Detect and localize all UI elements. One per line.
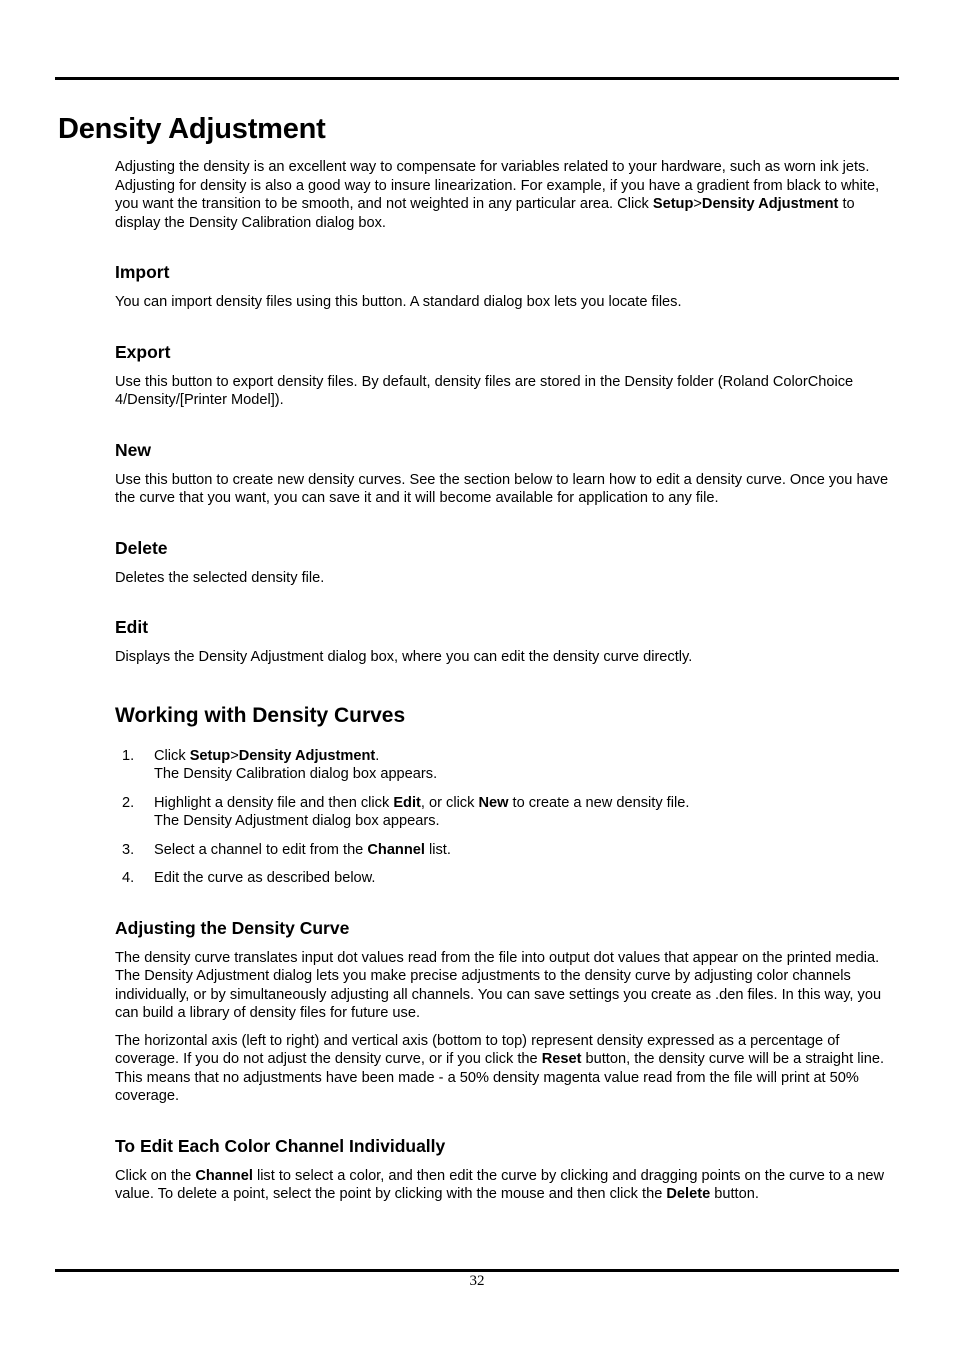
step-text: Highlight a density file and then click: [154, 794, 394, 811]
import-text: You can import density files using this button. A standard dialog box lets you locate files.: [115, 294, 682, 310]
step-number: 3.: [122, 841, 135, 858]
step-bold: Density Adjustment: [238, 747, 376, 764]
delete-button-ref: Delete: [666, 1186, 711, 1202]
step-item: [115, 747, 900, 784]
step-bold: Channel: [367, 841, 425, 858]
adjusting-text: The horizontal axis (left to right) and vertical axis (bottom to top) represent density expressed as a percentage of coverage. If you do not adjust the density curve, or if you click the: [115, 1032, 840, 1067]
step-text: list.: [424, 841, 451, 858]
individual-text: list to select a color, and then edit the curve by clicking and dragging points on the curve to a new value. To delete a point, select the point by clicking with the mouse and then click the: [115, 1167, 885, 1202]
step-number: 2.: [122, 794, 135, 811]
step-text: Select a channel to edit from the: [154, 841, 368, 858]
step-bold: New: [478, 794, 509, 811]
step-item: [115, 794, 900, 831]
export-heading: Export: [115, 341, 171, 362]
channel-list-ref: Channel: [195, 1167, 253, 1184]
step-item: [115, 869, 900, 888]
individual-paragraph: [115, 1167, 900, 1204]
new-text: Use this button to create new density curves. See the section below to learn how to edit a density curve. Once you have the curve that you want, you can save it and it will become available for application to any file.: [115, 471, 889, 506]
intro-paragraph: [115, 158, 900, 232]
adjusting-paragraph-1: The density curve translates input dot values read from the file into output dot values that appear on the printed media. The Density Adjustment dialog lets you make precise adjustments to the density curve by adjusting color channels individually, or by simultaneously adjusting all channels. You can save settings you create as .den files. In this way, you can build a library of density files for future use.: [115, 949, 882, 1021]
setup-menu-ref: Setup: [652, 196, 694, 212]
import-heading: Import: [115, 262, 170, 282]
density-adjustment-menu-ref: Density Adjustment: [701, 196, 839, 212]
step-text: >: [230, 747, 239, 764]
adjusting-paragraph-2: [115, 1032, 900, 1106]
page-number: 32: [469, 1273, 485, 1289]
individual-text: button.: [710, 1186, 759, 1202]
step-result: The Density Adjustment dialog box appears.: [154, 813, 440, 829]
step-text: , or click: [420, 794, 479, 811]
step-bold: Setup: [189, 747, 231, 764]
header-rule: [55, 77, 899, 80]
footer-rule: [55, 1269, 899, 1272]
step-text: Click: [154, 747, 190, 764]
step-number: 1.: [122, 747, 135, 764]
step-bold: Edit: [393, 794, 421, 811]
step-text: Edit the curve as described below.: [154, 870, 376, 886]
edit-text: Displays the Density Adjustment dialog box, where you can edit the density curve directly.: [115, 649, 693, 665]
delete-heading: Delete: [115, 537, 168, 558]
new-heading: New: [115, 439, 151, 460]
export-text: Use this button to export density files. By default, density files are stored in the Density folder (Roland ColorChoice 4/Density/[Printer Model]).: [115, 373, 854, 408]
adjusting-text: button, the density curve will be a straight line. This means that no adjustments have been made - a 50% density magenta value read from the file will print at 50% coverage.: [115, 1051, 885, 1104]
reset-button-ref: Reset: [541, 1051, 582, 1067]
step-text: to create a new density file.: [508, 794, 690, 811]
main-content: [115, 158, 900, 1204]
intro-text-end: to display the Density Calibration dialog box.: [115, 196, 855, 231]
individual-heading: To Edit Each Color Channel Individually: [115, 1135, 446, 1156]
steps-list: [115, 747, 900, 888]
menu-separator: >: [693, 196, 702, 212]
intro-text: Adjusting the density is an excellent way to compensate for variables related to your hardware, such as worn ink jets. Adjusting for density is also a good way to insure linearization. For example, if you have a gradient from black to white, you want the transition to be smooth, and not weighted in any particular area. Click: [115, 159, 880, 212]
step-result: The Density Calibration dialog box appears.: [154, 766, 438, 782]
step-number: 4.: [122, 870, 135, 886]
delete-text: Deletes the selected density file.: [115, 569, 325, 586]
page-title: Density Adjustment: [58, 113, 326, 145]
individual-text: Click on the: [115, 1167, 196, 1184]
adjusting-heading: Adjusting the Density Curve: [115, 917, 350, 938]
working-heading: Working with Density Curves: [115, 703, 406, 727]
edit-heading: Edit: [115, 617, 149, 637]
step-text: .: [375, 747, 380, 764]
step-item: [115, 841, 900, 860]
